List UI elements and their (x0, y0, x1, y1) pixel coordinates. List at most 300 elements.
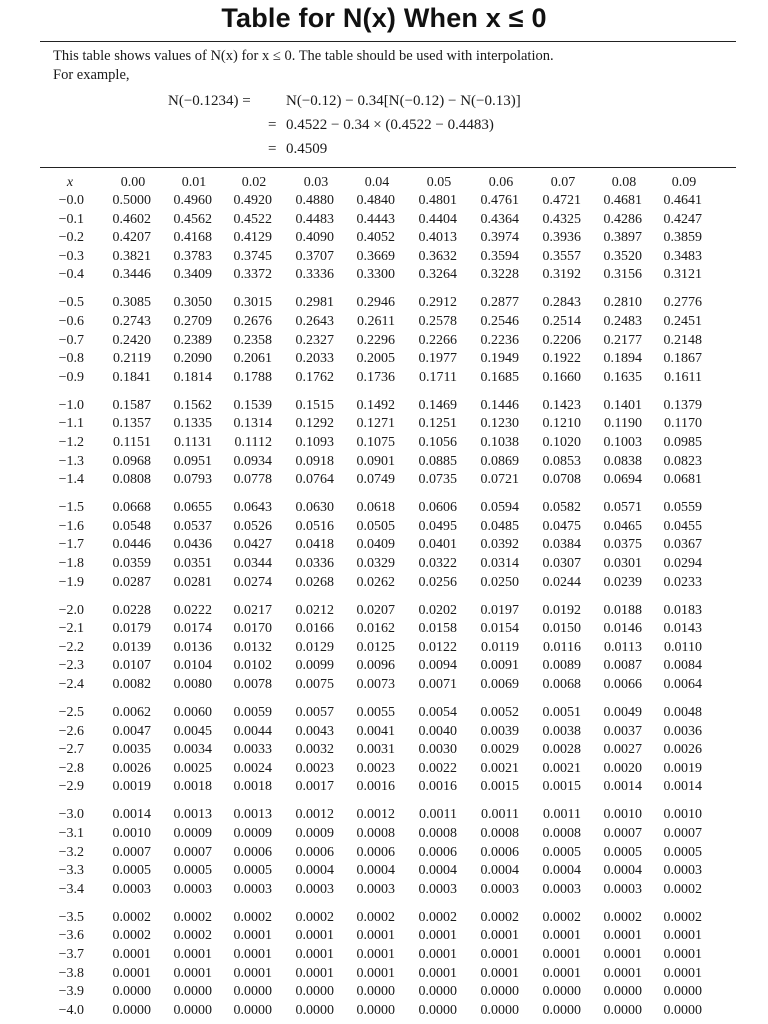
row-x-value: −0.3 (58, 248, 84, 264)
table-cell: 0.0002 (233, 909, 272, 925)
table-cell: 0.0143 (663, 621, 702, 637)
row-x-value: −1.5 (58, 500, 84, 516)
column-header: 0.07 (550, 175, 576, 190)
table-cell: 0.0495 (418, 518, 457, 534)
table-cell: 0.0192 (542, 602, 581, 618)
table-cell: 0.3707 (295, 248, 334, 264)
table-cell: 0.0001 (542, 947, 581, 962)
table-cell: 0.2296 (356, 332, 395, 348)
table-cell: 0.0009 (233, 826, 272, 841)
table-cell: 0.0012 (295, 807, 334, 823)
table-cell: 0.0359 (112, 556, 151, 571)
table-cell: 0.0808 (112, 472, 151, 488)
table-cell: 0.0000 (112, 1002, 151, 1018)
table-cell: 0.0043 (295, 723, 334, 739)
table-cell: 0.0102 (233, 658, 272, 674)
table-cell: 0.0427 (233, 537, 272, 553)
table-cell: 0.0262 (356, 574, 395, 590)
table-cell: 0.0087 (603, 658, 642, 674)
table-cell: 0.0418 (295, 537, 334, 553)
x-column-header: x (66, 175, 74, 190)
table-cell: 0.0505 (356, 518, 395, 534)
table-cell: 0.0150 (542, 621, 581, 637)
row-x-value: −2.1 (58, 621, 84, 637)
table-cell: 0.0080 (173, 677, 212, 692)
table-cell: 0.0064 (663, 677, 702, 692)
table-cell: 0.4247 (663, 211, 702, 227)
table-cell: 0.0031 (356, 742, 395, 758)
table-cell: 0.0014 (663, 779, 702, 795)
table-cell: 0.1922 (542, 351, 581, 367)
column-header: 0.08 (611, 175, 637, 190)
table-cell: 0.0005 (603, 844, 642, 860)
table-cell: 0.3264 (418, 267, 457, 283)
table-cell: 0.0000 (542, 1002, 581, 1018)
table-cell: 0.0002 (356, 909, 395, 925)
table-cell: 0.0062 (112, 705, 151, 720)
intro-line-1: This table shows values of N(x) for x ≤ 0. The table should be used with interpolation. (53, 48, 554, 64)
table-cell: 0.0020 (603, 760, 642, 776)
table-cell: 0.2946 (356, 295, 395, 311)
table-cell: 0.0015 (480, 779, 519, 795)
table-cell: 0.0548 (112, 518, 151, 534)
table-cell: 0.0024 (233, 760, 272, 776)
table-cell: 0.2546 (480, 314, 519, 329)
table-cell: 0.4562 (173, 211, 212, 227)
table-cell: 0.2177 (603, 332, 642, 348)
table-cell: 0.0003 (356, 881, 395, 897)
table-cell: 0.0001 (418, 947, 457, 962)
table-cell: 0.0375 (603, 537, 642, 553)
table-cell: 0.2578 (418, 314, 457, 329)
table-cell: 0.1230 (480, 416, 519, 432)
table-cell: 0.0073 (356, 677, 395, 692)
table-cell: 0.0011 (543, 807, 581, 823)
table-cell: 0.0222 (173, 602, 212, 618)
table-cell: 0.1038 (480, 435, 519, 450)
table-cell: 0.2483 (603, 314, 642, 329)
table-cell: 0.0039 (480, 723, 519, 739)
table-cell: 0.0045 (173, 723, 212, 739)
table-cell: 0.0000 (418, 984, 457, 1000)
table-cell: 0.0537 (173, 518, 212, 534)
table-cell: 0.0446 (112, 537, 151, 553)
row-x-value: −3.2 (58, 844, 84, 860)
table-cell: 0.0307 (542, 556, 581, 571)
table-cell: 0.0006 (418, 844, 457, 860)
table-cell: 0.0001 (173, 965, 212, 981)
table-cell: 0.0060 (173, 705, 212, 720)
row-x-value: −0.2 (58, 230, 84, 246)
table-cell: 0.3936 (542, 230, 581, 246)
table-cell: 0.0003 (542, 881, 581, 897)
example-line-1: N(−0.12) − 0.34[N(−0.12) − N(−0.13)] (286, 93, 521, 109)
table-cell: 0.3015 (233, 295, 272, 311)
table-cell: 0.1515 (295, 397, 334, 413)
table-cell: 0.0000 (663, 984, 702, 1000)
row-x-value: −2.6 (58, 723, 84, 739)
table-cell: 0.4286 (603, 211, 642, 227)
table-cell: 0.0000 (173, 1002, 212, 1018)
table-cell: 0.0035 (112, 742, 151, 758)
table-cell: 0.0005 (173, 863, 212, 879)
table-cell: 0.1736 (356, 369, 395, 385)
table-cell: 0.0618 (356, 500, 395, 516)
table-cell: 0.0000 (542, 984, 581, 1000)
table-cell: 0.0009 (295, 826, 334, 841)
table-cell: 0.0122 (418, 639, 457, 655)
table-cell: 0.3409 (173, 267, 212, 283)
table-cell: 0.0001 (233, 965, 272, 981)
column-header: 0.04 (364, 175, 390, 190)
table-cell: 0.0694 (603, 472, 642, 488)
table-cell: 0.3974 (480, 230, 519, 246)
table-cell: 0.0040 (418, 723, 457, 739)
table-cell: 0.0052 (480, 705, 519, 720)
table-cell: 0.3594 (480, 248, 519, 264)
table-cell: 0.1762 (295, 369, 334, 385)
table-cell: 0.0485 (480, 518, 519, 534)
row-x-value: −1.3 (58, 453, 84, 469)
table-cell: 0.1056 (418, 435, 457, 450)
table-cell: 0.3783 (173, 248, 212, 264)
table-cell: 0.0113 (604, 639, 642, 655)
table-cell: 0.3557 (542, 248, 581, 264)
table-cell: 0.0008 (418, 826, 457, 841)
table-cell: 0.0217 (233, 602, 272, 618)
table-cell: 0.0094 (418, 658, 457, 674)
table-cell: 0.1379 (663, 397, 702, 413)
column-header: 0.02 (241, 175, 267, 190)
table-cell: 0.2776 (663, 295, 702, 311)
table-cell: 0.3483 (663, 248, 702, 264)
table-cell: 0.0023 (295, 760, 334, 776)
table-cell: 0.1635 (603, 369, 642, 385)
table-cell: 0.0036 (663, 723, 702, 739)
row-x-value: −3.7 (58, 947, 84, 962)
table-cell: 0.4168 (173, 230, 212, 246)
table-cell: 0.0001 (173, 947, 212, 962)
table-cell: 0.0049 (603, 705, 642, 720)
table-cell: 0.0721 (480, 472, 519, 488)
table-cell: 0.0057 (295, 705, 334, 720)
table-cell: 0.3050 (173, 295, 212, 311)
table-cell: 0.1469 (418, 397, 457, 413)
row-x-value: −3.6 (58, 928, 84, 944)
table-cell: 0.0001 (663, 965, 702, 981)
table-cell: 0.0051 (542, 705, 581, 720)
table-cell: 0.4207 (112, 230, 151, 246)
table-cell: 0.0038 (542, 723, 581, 739)
table-cell: 0.4920 (233, 193, 272, 208)
table-cell: 0.0006 (295, 844, 334, 860)
table-cell: 0.0244 (542, 574, 581, 590)
table-cell: 0.0027 (603, 742, 642, 758)
table-cell: 0.0183 (663, 602, 702, 618)
table-cell: 0.0179 (112, 621, 151, 637)
table-cell: 0.0104 (173, 658, 212, 674)
table-cell: 0.0314 (480, 556, 519, 571)
table-cell: 0.0021 (542, 760, 581, 776)
table-cell: 0.3300 (356, 267, 395, 283)
table-cell: 0.0000 (233, 1002, 272, 1018)
table-cell: 0.3859 (663, 230, 702, 246)
table-cell: 0.0197 (480, 602, 519, 618)
table-cell: 0.0239 (603, 574, 642, 590)
table-cell: 0.0025 (173, 760, 212, 776)
table-cell: 0.1841 (112, 369, 151, 385)
row-x-value: −2.9 (58, 779, 84, 795)
table-cell: 0.0000 (603, 1002, 642, 1018)
intro-line-2: For example, (53, 67, 130, 83)
table-cell: 0.1611 (664, 369, 702, 385)
table-cell: 0.1492 (356, 397, 395, 413)
table-cell: 0.3520 (603, 248, 642, 264)
table-cell: 0.0571 (603, 500, 642, 516)
table-cell: 0.0853 (542, 453, 581, 469)
table-cell: 0.0000 (233, 984, 272, 1000)
table-cell: 0.0014 (603, 779, 642, 795)
table-cell: 0.0089 (542, 658, 581, 674)
table-cell: 0.2327 (295, 332, 334, 348)
table-cell: 0.0233 (663, 574, 702, 590)
row-x-value: −2.3 (58, 658, 84, 674)
column-header: 0.09 (671, 175, 697, 190)
table-cell: 0.2236 (480, 332, 519, 348)
table-cell: 0.0202 (418, 602, 457, 618)
table-cell: 0.4090 (295, 230, 334, 246)
table-cell: 0.4129 (233, 230, 272, 246)
table-cell: 0.3228 (480, 267, 519, 283)
table-cell: 0.2912 (418, 295, 457, 311)
table-cell: 0.0559 (663, 500, 702, 516)
table-cell: 0.1949 (480, 351, 519, 367)
table-cell: 0.0170 (233, 621, 272, 637)
table-cell: 0.0006 (233, 844, 272, 860)
table-cell: 0.3897 (603, 230, 642, 246)
table-cell: 0.0136 (173, 639, 212, 655)
table-cell: 0.1814 (173, 369, 212, 385)
table-cell: 0.0023 (356, 760, 395, 776)
table-cell: 0.0026 (112, 760, 151, 776)
table-cell: 0.1131 (174, 435, 212, 450)
table-cell: 0.2033 (295, 351, 334, 367)
row-x-value: −3.1 (58, 826, 84, 841)
table-cell: 0.0951 (173, 453, 212, 469)
row-x-value: −3.5 (58, 909, 84, 925)
table-cell: 0.0001 (418, 928, 457, 944)
table-cell: 0.3821 (112, 248, 151, 264)
table-cell: 0.0001 (663, 928, 702, 944)
table-cell: 0.0055 (356, 705, 395, 720)
table-cell: 0.0048 (663, 705, 702, 720)
row-x-value: −0.7 (58, 332, 84, 348)
row-x-value: −1.4 (58, 472, 84, 488)
table-cell: 0.0004 (480, 863, 519, 879)
table-cell: 0.0069 (480, 677, 519, 692)
table-cell: 0.0582 (542, 500, 581, 516)
row-x-value: −3.8 (58, 965, 84, 981)
table-cell: 0.0001 (480, 947, 519, 962)
table-cell: 0.1292 (295, 416, 334, 432)
table-cell: 0.0367 (663, 537, 702, 553)
table-cell: 0.0336 (295, 556, 334, 571)
table-cell: 0.1093 (295, 435, 334, 450)
table-cell: 0.0001 (603, 928, 642, 944)
table-cell: 0.0022 (418, 760, 457, 776)
table-cell: 0.0071 (418, 677, 457, 692)
table-cell: 0.0003 (663, 863, 702, 879)
table-cell: 0.4443 (356, 211, 395, 227)
table-cell: 0.1660 (542, 369, 581, 385)
table-cell: 0.3156 (603, 267, 642, 283)
table-cell: 0.0000 (295, 1002, 334, 1018)
table-cell: 0.0001 (603, 965, 642, 981)
table-cell: 0.0029 (480, 742, 519, 758)
table-cell: 0.0207 (356, 602, 395, 618)
table-cell: 0.5000 (112, 193, 151, 208)
table-cell: 0.0037 (603, 723, 642, 739)
table-cell: 0.0015 (542, 779, 581, 795)
table-cell: 0.2676 (233, 314, 272, 329)
example-lhs: N(−0.1234) = (168, 93, 251, 109)
table-cell: 0.4522 (233, 211, 272, 227)
table-cell: 0.4364 (480, 211, 519, 227)
table-cell: 0.0934 (233, 453, 272, 469)
table-cell: 0.3121 (663, 267, 702, 283)
table-cell: 0.0708 (542, 472, 581, 488)
table-cell: 0.0034 (173, 742, 212, 758)
table-cell: 0.3372 (233, 267, 272, 283)
row-x-value: −3.0 (58, 807, 84, 823)
table-cell: 0.0001 (295, 965, 334, 981)
table-cell: 0.1151 (113, 435, 151, 450)
table-cell: 0.0018 (233, 779, 272, 795)
table-cell: 0.0329 (356, 556, 395, 571)
table-cell: 0.0005 (112, 863, 151, 879)
table-cell: 0.2877 (480, 295, 519, 311)
row-x-value: −1.1 (58, 416, 84, 432)
table-cell: 0.2611 (357, 314, 395, 329)
table-cell: 0.0351 (173, 556, 212, 571)
table-cell: 0.0001 (480, 928, 519, 944)
table-cell: 0.2420 (112, 332, 151, 348)
table-cell: 0.4602 (112, 211, 151, 227)
table-cell: 0.1711 (419, 369, 457, 385)
table-cell: 0.0526 (233, 518, 272, 534)
table-cell: 0.0007 (603, 826, 642, 841)
row-x-value: −1.0 (58, 397, 84, 413)
table-cell: 0.0384 (542, 537, 581, 553)
table-cell: 0.0985 (663, 435, 702, 450)
table-cell: 0.0028 (542, 742, 581, 758)
table-cell: 0.0013 (173, 807, 212, 823)
table-cell: 0.0004 (295, 863, 334, 879)
row-x-value: −1.6 (58, 518, 84, 534)
table-cell: 0.2709 (173, 314, 212, 329)
row-x-value: −1.7 (58, 537, 84, 553)
table-cell: 0.0000 (173, 984, 212, 1000)
row-x-value: −0.1 (58, 211, 84, 227)
table-cell: 0.3336 (295, 267, 334, 283)
table-cell: 0.0066 (603, 677, 642, 692)
table-cell: 0.0003 (603, 881, 642, 897)
table-cell: 0.0010 (112, 826, 151, 841)
table-cell: 0.0005 (663, 844, 702, 860)
table-cell: 0.0002 (663, 909, 702, 925)
table-cell: 0.0594 (480, 500, 519, 516)
table-cell: 0.0004 (542, 863, 581, 879)
column-header: 0.00 (120, 175, 146, 190)
table-cell: 0.0030 (418, 742, 457, 758)
table-cell: 0.0001 (356, 947, 395, 962)
table-cell: 0.0003 (480, 881, 519, 897)
table-cell: 0.4325 (542, 211, 581, 227)
table-cell: 0.1314 (233, 416, 272, 432)
table-cell: 0.0002 (603, 909, 642, 925)
table-cell: 0.0016 (418, 779, 457, 795)
table-cell: 0.0294 (663, 556, 702, 571)
table-cell: 0.0778 (233, 472, 272, 488)
table-cell: 0.0166 (295, 621, 334, 637)
table-cell: 0.0019 (663, 760, 702, 776)
table-cell: 0.4013 (418, 230, 457, 246)
table-cell: 0.4840 (356, 193, 395, 208)
row-x-value: −2.8 (58, 760, 84, 776)
table-cell: 0.0475 (542, 518, 581, 534)
table-cell: 0.0001 (480, 965, 519, 981)
row-x-value: −3.3 (58, 863, 84, 879)
table-cell: 0.0162 (356, 621, 395, 637)
table-cell: 0.0059 (233, 705, 272, 720)
table-cell: 0.0008 (542, 826, 581, 841)
table-cell: 0.3446 (112, 267, 151, 283)
row-x-value: −0.8 (58, 351, 84, 367)
row-x-value: −4.0 (58, 1002, 84, 1018)
table-cell: 0.1977 (418, 351, 457, 367)
table-cell: 0.0154 (480, 621, 519, 637)
table-cell: 0.0019 (112, 779, 151, 795)
table-cell: 0.0606 (418, 500, 457, 516)
table-cell: 0.0002 (663, 881, 702, 897)
table-cell: 0.0392 (480, 537, 519, 553)
table-cell: 0.0007 (112, 844, 151, 860)
table-cell: 0.0268 (295, 574, 334, 590)
table-cell: 0.0001 (356, 965, 395, 981)
table-cell: 0.0000 (418, 1002, 457, 1018)
table-cell: 0.1894 (603, 351, 642, 367)
table-cell: 0.0002 (173, 909, 212, 925)
table-cell: 0.0409 (356, 537, 395, 553)
table-cell: 0.0026 (663, 742, 702, 758)
table-cell: 0.0001 (295, 947, 334, 962)
row-x-value: −1.9 (58, 574, 84, 590)
table-cell: 0.0011 (419, 807, 457, 823)
table-cell: 0.0084 (663, 658, 702, 674)
table-cell: 0.0003 (295, 881, 334, 897)
table-cell: 0.0281 (173, 574, 212, 590)
row-x-value: −2.2 (58, 639, 84, 655)
row-x-value: −3.4 (58, 881, 84, 897)
table-cell: 0.0010 (663, 807, 702, 823)
table-cell: 0.0002 (542, 909, 581, 925)
table-cell: 0.0146 (603, 621, 642, 637)
table-cell: 0.4681 (603, 193, 642, 208)
table-cell: 0.0004 (418, 863, 457, 879)
table-cell: 0.0000 (112, 984, 151, 1000)
table-cell: 0.3745 (233, 248, 272, 264)
table-cell: 0.0401 (418, 537, 457, 553)
